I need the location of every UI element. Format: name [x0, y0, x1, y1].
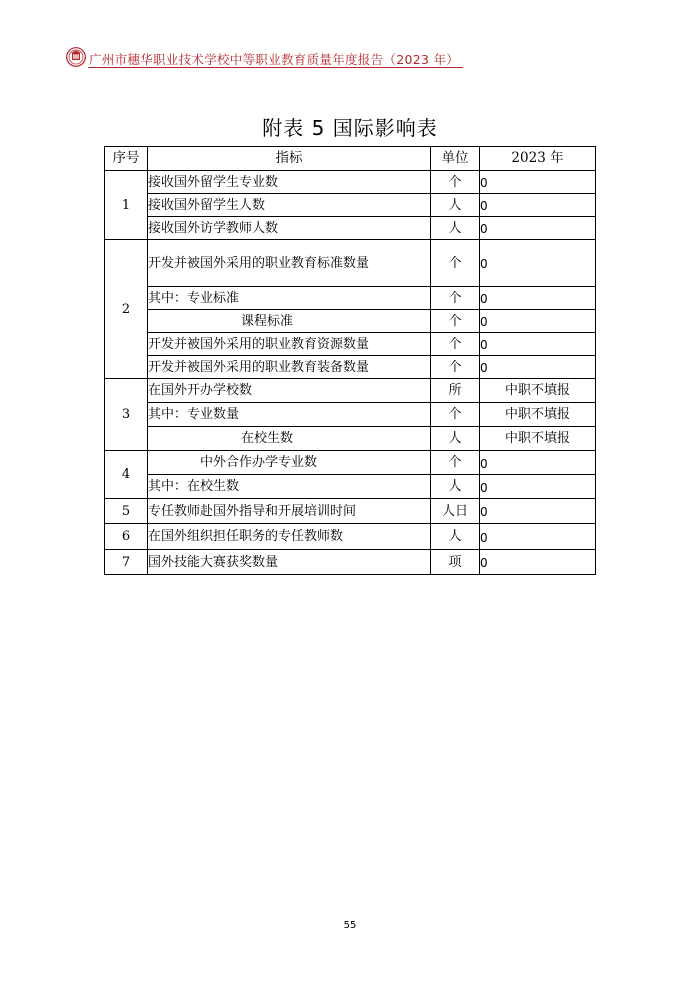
row-unit: 个 [431, 356, 480, 379]
row-indicator: 其中：专业数量 [148, 403, 431, 427]
row-unit: 个 [431, 171, 480, 194]
table-row [105, 403, 596, 427]
header-unit: 单位 [431, 147, 480, 171]
row-seq: 4 [105, 451, 148, 499]
row-indicator: 接收国外访学教师人数 [148, 217, 431, 240]
table-row [105, 499, 596, 524]
row-seq: 6 [105, 524, 148, 550]
row-value: 0 [480, 240, 596, 287]
row-indicator: 接收国外留学生专业数 [148, 171, 431, 194]
row-unit: 所 [431, 379, 480, 403]
row-value: 0 [480, 475, 596, 499]
international-influence-table [104, 146, 596, 575]
row-value: 0 [480, 194, 596, 217]
row-indicator: 其中：在校生数 [148, 475, 431, 499]
header-seq: 序号 [105, 147, 148, 171]
row-seq: 1 [105, 171, 148, 240]
table-row [105, 240, 596, 287]
row-value: 0 [480, 217, 596, 240]
row-unit: 个 [431, 333, 480, 356]
header-divider [88, 67, 463, 68]
row-value: 中职不填报 [480, 379, 596, 403]
table-row [105, 451, 596, 475]
row-unit: 人 [431, 427, 480, 451]
table-row [105, 194, 596, 217]
row-value: 0 [480, 356, 596, 379]
row-unit: 人 [431, 194, 480, 217]
row-unit: 人 [431, 524, 480, 550]
row-indicator: 其中：专业标准 [148, 287, 431, 310]
row-indicator: 专任教师赴国外指导和开展培训时间 [148, 499, 431, 524]
row-seq: 2 [105, 240, 148, 379]
row-value: 0 [480, 310, 596, 333]
table-row [105, 356, 596, 379]
row-value: 0 [480, 550, 596, 575]
row-value: 0 [480, 333, 596, 356]
row-value: 0 [480, 287, 596, 310]
table-row [105, 427, 596, 451]
row-unit: 个 [431, 310, 480, 333]
row-indicator: 国外技能大赛获奖数量 [148, 550, 431, 575]
row-indicator: 开发并被国外采用的职业教育标准数量 [148, 240, 431, 287]
header-year: 2023 年 [480, 147, 596, 171]
table-row [105, 524, 596, 550]
header-indicator: 指标 [148, 147, 431, 171]
row-indicator: 课程标准 [148, 310, 431, 333]
row-unit: 个 [431, 403, 480, 427]
row-seq: 3 [105, 379, 148, 451]
school-emblem-icon [66, 47, 86, 67]
row-unit: 个 [431, 287, 480, 310]
row-indicator: 接收国外留学生人数 [148, 194, 431, 217]
row-value: 0 [480, 499, 596, 524]
row-unit: 个 [431, 451, 480, 475]
row-value: 中职不填报 [480, 427, 596, 451]
row-indicator: 在国外组织担任职务的专任教师数 [148, 524, 431, 550]
table-row [105, 333, 596, 356]
table-row [105, 287, 596, 310]
row-indicator: 在校生数 [148, 427, 431, 451]
table-row [105, 379, 596, 403]
row-value: 0 [480, 171, 596, 194]
row-unit: 人 [431, 475, 480, 499]
table-header-row [105, 147, 596, 171]
row-indicator: 开发并被国外采用的职业教育装备数量 [148, 356, 431, 379]
row-value: 0 [480, 524, 596, 550]
header-title: 广州市穗华职业技术学校中等职业教育质量年度报告（2023 年） [89, 52, 460, 67]
table-row [105, 310, 596, 333]
row-unit: 个 [431, 240, 480, 287]
row-indicator: 开发并被国外采用的职业教育资源数量 [148, 333, 431, 356]
row-unit: 项 [431, 550, 480, 575]
row-value: 中职不填报 [480, 403, 596, 427]
row-unit: 人 [431, 217, 480, 240]
page-header [66, 47, 466, 69]
row-value: 0 [480, 451, 596, 475]
row-indicator: 在国外开办学校数 [148, 379, 431, 403]
row-indicator: 中外合作办学专业数 [148, 451, 431, 475]
table-row [105, 217, 596, 240]
page-number: 55 [343, 920, 357, 931]
row-seq: 5 [105, 499, 148, 524]
page-title: 附表 5 国际影响表 [262, 116, 438, 140]
row-seq: 7 [105, 550, 148, 575]
table-row [105, 475, 596, 499]
row-unit: 人日 [431, 499, 480, 524]
table-row [105, 550, 596, 575]
table-row [105, 171, 596, 194]
